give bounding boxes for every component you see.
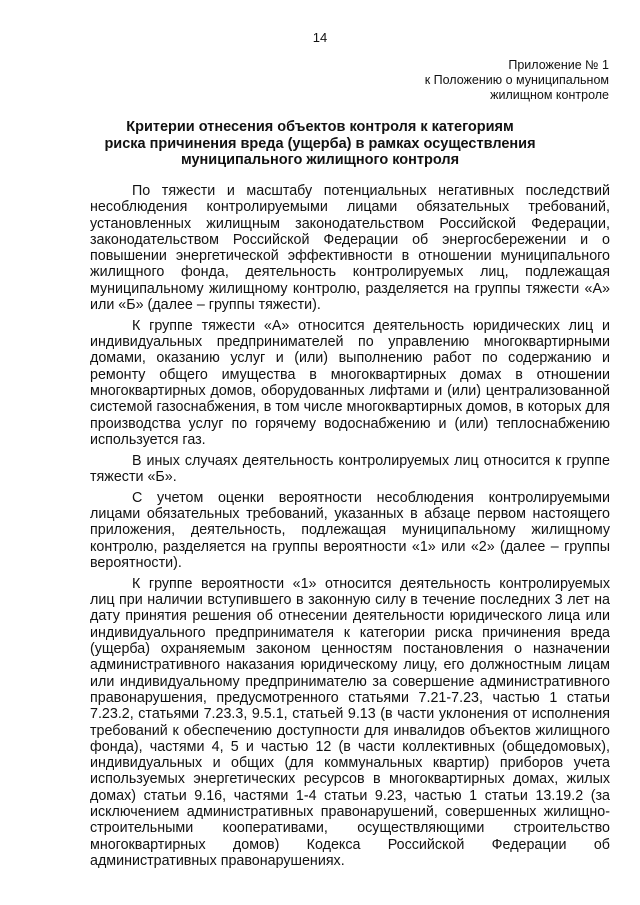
paragraph-probability-groups: С учетом оценки вероятности несоблюдения контролируемыми лицами обязательных требований, указанных в абзаце первом настоящего приложения, деятельность, подлежащая муниципальному жилищному контролю, разделяется на группы вероятности «1» или «2» (далее – группы вероятности).	[90, 489, 610, 572]
paragraph-group-a: К группе тяжести «А» относится деятельность юридических лиц и индивидуальных предпринимателей по управлению многоквартирными домами, оказанию услуг и (или) выполнению работ по содержанию и ремонту общего имущества в многоквартирных домах в отношении многоквартирных домов, оборудованных лифтами и (или) централизованной системой газоснабжения, в том числе многоквартирных домов, в которых для производства услуг по горячему водоснабжению и (или) теплоснабжению используется газ.	[90, 317, 610, 448]
title-line-2: риска причинения вреда (ущерба) в рамках осуществления	[104, 135, 536, 152]
title-line-1: Критерии отнесения объектов контроля к категориям	[126, 119, 514, 135]
title-line-3: муниципального жилищного контроля	[180, 152, 460, 168]
document-title	[92, 119, 548, 169]
paragraph-probability-group-1: К группе вероятности «1» относится деятельность контролируемых лиц при наличии вступившего в законную силу в течение последних 3 лет на дату принятия решения об отнесении деятельности юридического лица или индивидуального предпринимателя к категории риска причинения вреда (ущерба) охраняемым законом ценностям постановления о назначении административного наказания юридическому лицу, его должностным лицам или индивидуальному предпринимателю за совершение административного правонарушения, предусмотренного статьями 7.21-7.23, частью 1 статьи 7.23.2, статьями 7.23.3, 9.5.1, статьей 9.13 (в части уклонения от исполнения требований к обеспечению доступности для инвалидов объектов жилищного фонда), частями 4, 5 и частью 12 (в части коллективных (общедомовых), индивидуальных и общих (для коммунальных квартир) приборов учета используемых энергетических ресурсов в многоквартирных домах, жилых домах) статьи 9.16, частями 1-4 статьи 9.23, частью 1 статьи 13.19.2 (за исключением административных правонарушений, совершенных жилищно-строительными кооперативами, осуществляющими строительство многоквартирных домов) Кодекса Российской Федерации об административных правонарушениях.	[90, 575, 610, 869]
paragraph-severity-groups: По тяжести и масштабу потенциальных негативных последствий несоблюдения контролируемыми лицами обязательных требований, установленных жилищным законодательством Российской Федерации, законодательством Российской Федерации об энергосбережении и о повышении энергетической эффективности в отношении муниципального жилищного фонда, деятельность контролируемых лиц, подлежащая муниципальному жилищному контролю, разделяется на группы тяжести «А» или «Б» (далее – группы тяжести).	[90, 183, 610, 314]
page-number: 14	[312, 30, 328, 45]
document-body	[90, 183, 610, 874]
appendix-line-2: к Положению о муниципальном	[424, 73, 609, 87]
appendix-line-3: жилищном контроле	[490, 88, 609, 102]
appendix-line-1: Приложение № 1	[508, 58, 609, 72]
paragraph-group-b: В иных случаях деятельность контролируемых лиц относится к группе тяжести «Б».	[90, 452, 610, 486]
appendix-header	[369, 58, 609, 103]
